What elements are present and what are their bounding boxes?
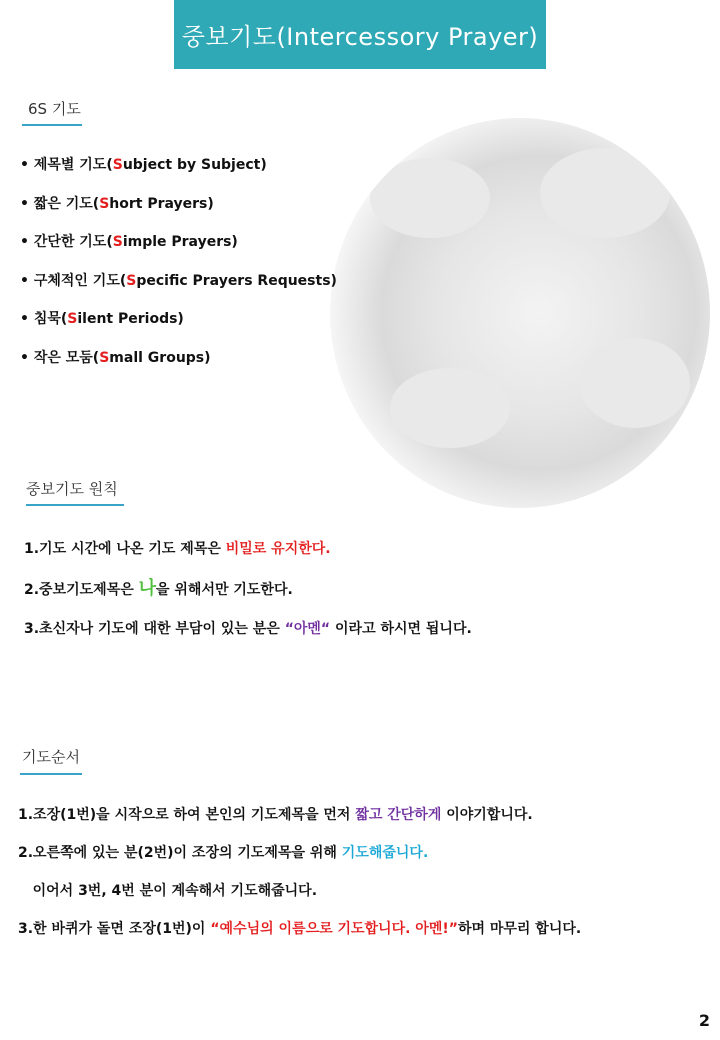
image-shape (370, 158, 490, 238)
prayer-order-list (18, 802, 581, 954)
principle-item: 1.기도 시간에 나온 기도 제목은 비밀로 유지한다. (24, 541, 331, 557)
step-item: 2.오른쪽에 있는 분(2번)이 조장의 기도제목을 위해 기도해줍니다. (18, 845, 429, 861)
step-item: 이어서 3번, 4번 분이 계속해서 기도해줍니다. (18, 883, 318, 899)
page-number: 2 (698, 1011, 710, 1030)
section-heading-6s: 6S 기도 (28, 100, 81, 118)
image-shape (390, 368, 510, 448)
page-title: 중보기도(Intercessory Prayer) (174, 0, 546, 69)
six-s-list (20, 152, 337, 383)
section-underline (26, 504, 124, 506)
list-item: • 제목별 기도(Subject by Subject) (20, 157, 267, 173)
image-shape (580, 338, 690, 428)
section-heading-order: 기도순서 (22, 748, 80, 766)
principle-item: 3.초신자나 기도에 대한 부담이 있는 분은 “아멘“ 이라고 하시면 됩니다. (24, 621, 472, 637)
principles-list (24, 536, 472, 656)
list-item: • 간단한 기도(Simple Prayers) (20, 234, 238, 250)
section-underline (20, 773, 82, 775)
step-item: 1.조장(1번)을 시작으로 하여 본인의 기도제목을 먼저 짧고 간단하게 이야기합니다. (18, 807, 533, 823)
list-item: • 구체적인 기도(Specific Prayers Requests) (20, 272, 337, 289)
list-item: • 짧은 기도(Short Prayers) (20, 195, 214, 212)
list-item: • 작은 모둠(Small Groups) (20, 349, 211, 366)
section-heading-principles: 중보기도 원칙 (26, 480, 118, 498)
praying-hands-image (330, 118, 710, 508)
image-shape (540, 148, 670, 238)
list-item: • 침묵(Silent Periods) (20, 311, 184, 327)
section-underline (22, 124, 82, 126)
step-item: 3.한 바퀴가 돌면 조장(1번)이 “예수님의 이름으로 기도합니다. 아멘!”하며 마무리 합니다. (18, 921, 582, 937)
principle-item: 2.중보기도제목은 나을 위해서만 기도한다. (24, 578, 293, 599)
